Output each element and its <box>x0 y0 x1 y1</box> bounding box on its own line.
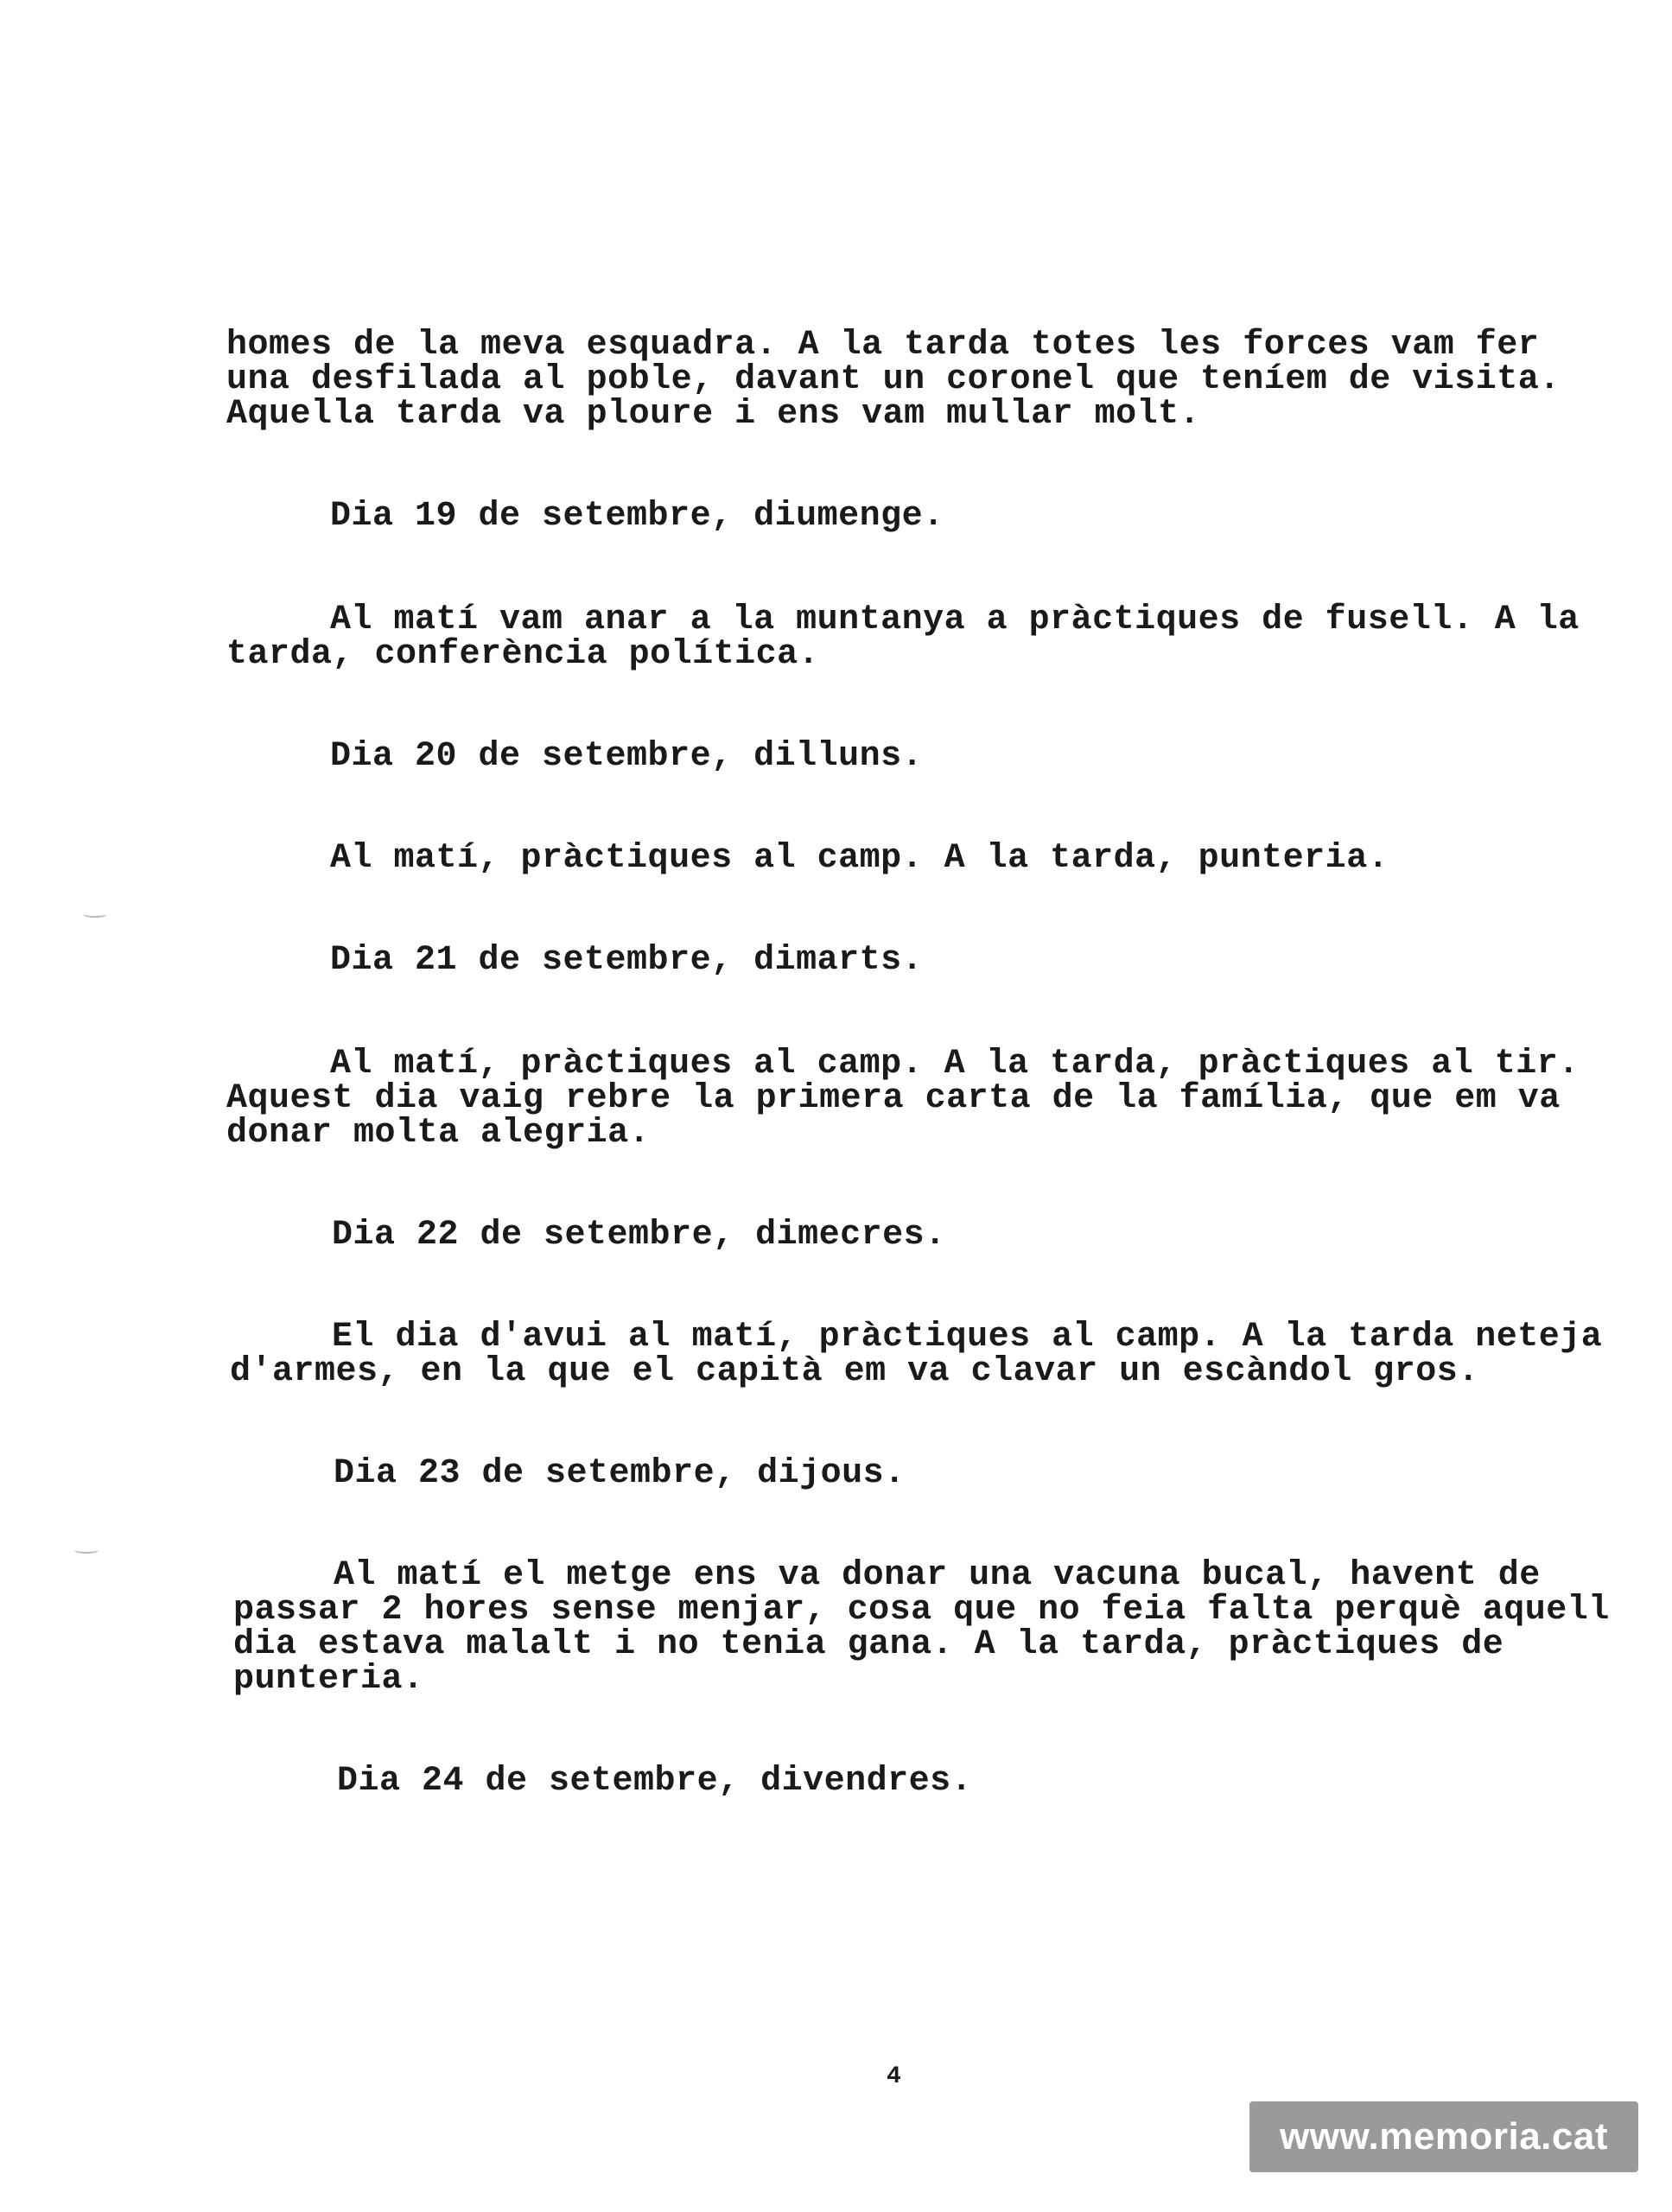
text-line: tarda, conferència política. <box>226 635 820 674</box>
text-line: una desfilada al poble, davant un coronel que teníem de visita. <box>226 360 1561 399</box>
text-line: Aquest dia vaig rebre la primera carta de la família, que em va <box>226 1079 1561 1118</box>
text-line: homes de la meva esquadra. A la tarda totes les forces vam fer <box>226 326 1540 365</box>
date-heading-text: Dia 20 de setembre, <box>330 737 754 776</box>
date-heading-text: Dia 22 de setembre, <box>332 1216 756 1255</box>
weekday: dimecres. <box>755 1216 946 1255</box>
text-line: Al matí, pràctiques al camp. A la tarda, punteria. <box>330 839 1389 878</box>
scan-mark <box>74 1547 99 1554</box>
text-line: Aquella tarda va ploure i ens vam mullar molt. <box>226 395 1201 434</box>
text-line: donar molta alegria. <box>226 1114 651 1153</box>
text-line: dia estava malalt i no tenia gana. A la tarda, pràctiques de <box>233 1625 1504 1664</box>
text-line: Al matí, pràctiques al camp. A la tarda, pràctiques al tir. <box>330 1045 1580 1084</box>
weekday: dijous. <box>757 1454 906 1493</box>
weekday: dimarts. <box>753 941 924 980</box>
text-line: punteria. <box>233 1660 424 1699</box>
date-heading <box>334 1454 906 1493</box>
date-heading-text: Dia 21 de setembre, <box>330 941 754 980</box>
weekday: dilluns. <box>753 737 924 776</box>
date-heading: Dia 19 de setembre, diumenge. <box>330 497 944 536</box>
date-heading <box>330 941 924 980</box>
date-heading <box>337 1764 972 1799</box>
date-heading-text: Dia 23 de setembre, <box>334 1454 758 1493</box>
text-line: passar 2 hores sense menjar, cosa que no feia falta perquè aquell <box>233 1591 1610 1630</box>
text-line: Al matí el metge ens va donar una vacuna bucal, havent de <box>334 1556 1541 1595</box>
page-number: 4 <box>887 2063 901 2090</box>
watermark-logo: www.memoria.cat <box>1249 2101 1638 2172</box>
date-heading <box>330 737 924 776</box>
date-heading-text: Dia 24 de setembre, <box>337 1762 761 1801</box>
text-line: d'armes, en la que el capità em va clavar un escàndol gros. <box>230 1352 1479 1391</box>
text-line: Al matí vam anar a la muntanya a pràctiques de fusell. A la <box>330 601 1580 639</box>
scan-mark <box>83 911 107 918</box>
weekday: divendres. <box>760 1762 973 1801</box>
text-line: El dia d'avui al matí, pràctiques al camp. A la tarda neteja <box>332 1318 1603 1357</box>
date-heading <box>332 1218 946 1253</box>
